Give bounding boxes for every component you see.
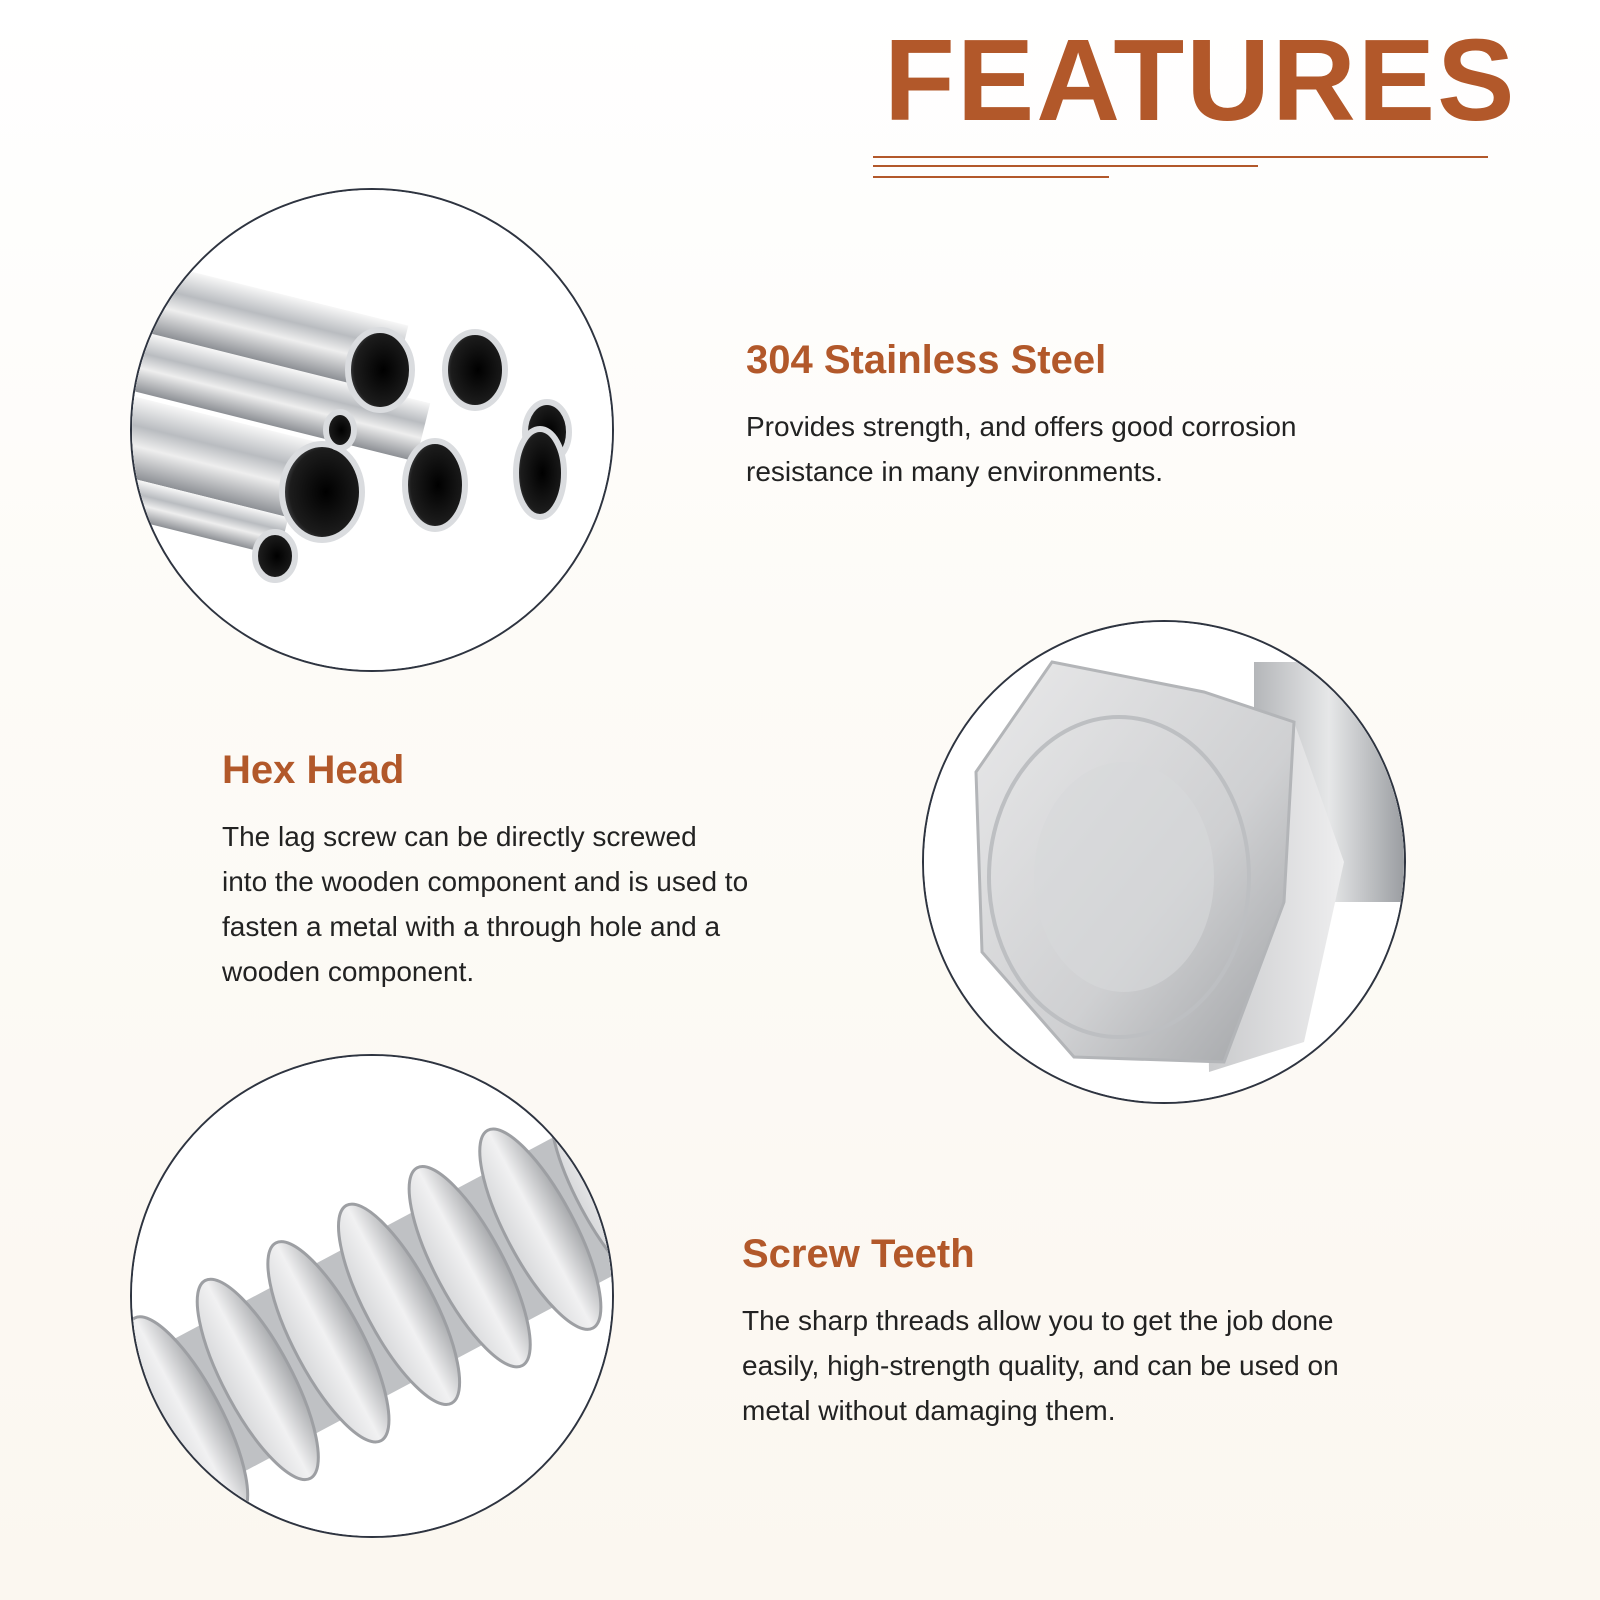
feature-stainless-steel [746,338,1446,494]
feature-description: Provides strength, and offers good corrosion resistance in many environments. [746,411,1297,487]
title-rule-long [873,156,1488,158]
screw-threads-image [130,1054,614,1538]
feature-description: The sharp threads allow you to get the job done easily, high-strength quality, and can be used on metal without damaging them. [742,1305,1339,1426]
feature-description: The lag screw can be directly screwed into the wooden component and is used to fasten a metal with a through hole and a wooden component. [222,821,749,987]
hex-bolt-head-image [922,620,1406,1104]
feature-hex-head [222,748,862,994]
feature-screw-teeth [742,1232,1462,1433]
stainless-steel-tubes-image [130,188,614,672]
feature-heading: 304 Stainless Steel [746,338,1107,382]
feature-heading: Hex Head [222,748,405,792]
page-title: FEATURES [884,15,1517,145]
title-rule-mid [873,165,1258,167]
title-rule-short [873,176,1109,178]
feature-heading: Screw Teeth [742,1232,975,1276]
